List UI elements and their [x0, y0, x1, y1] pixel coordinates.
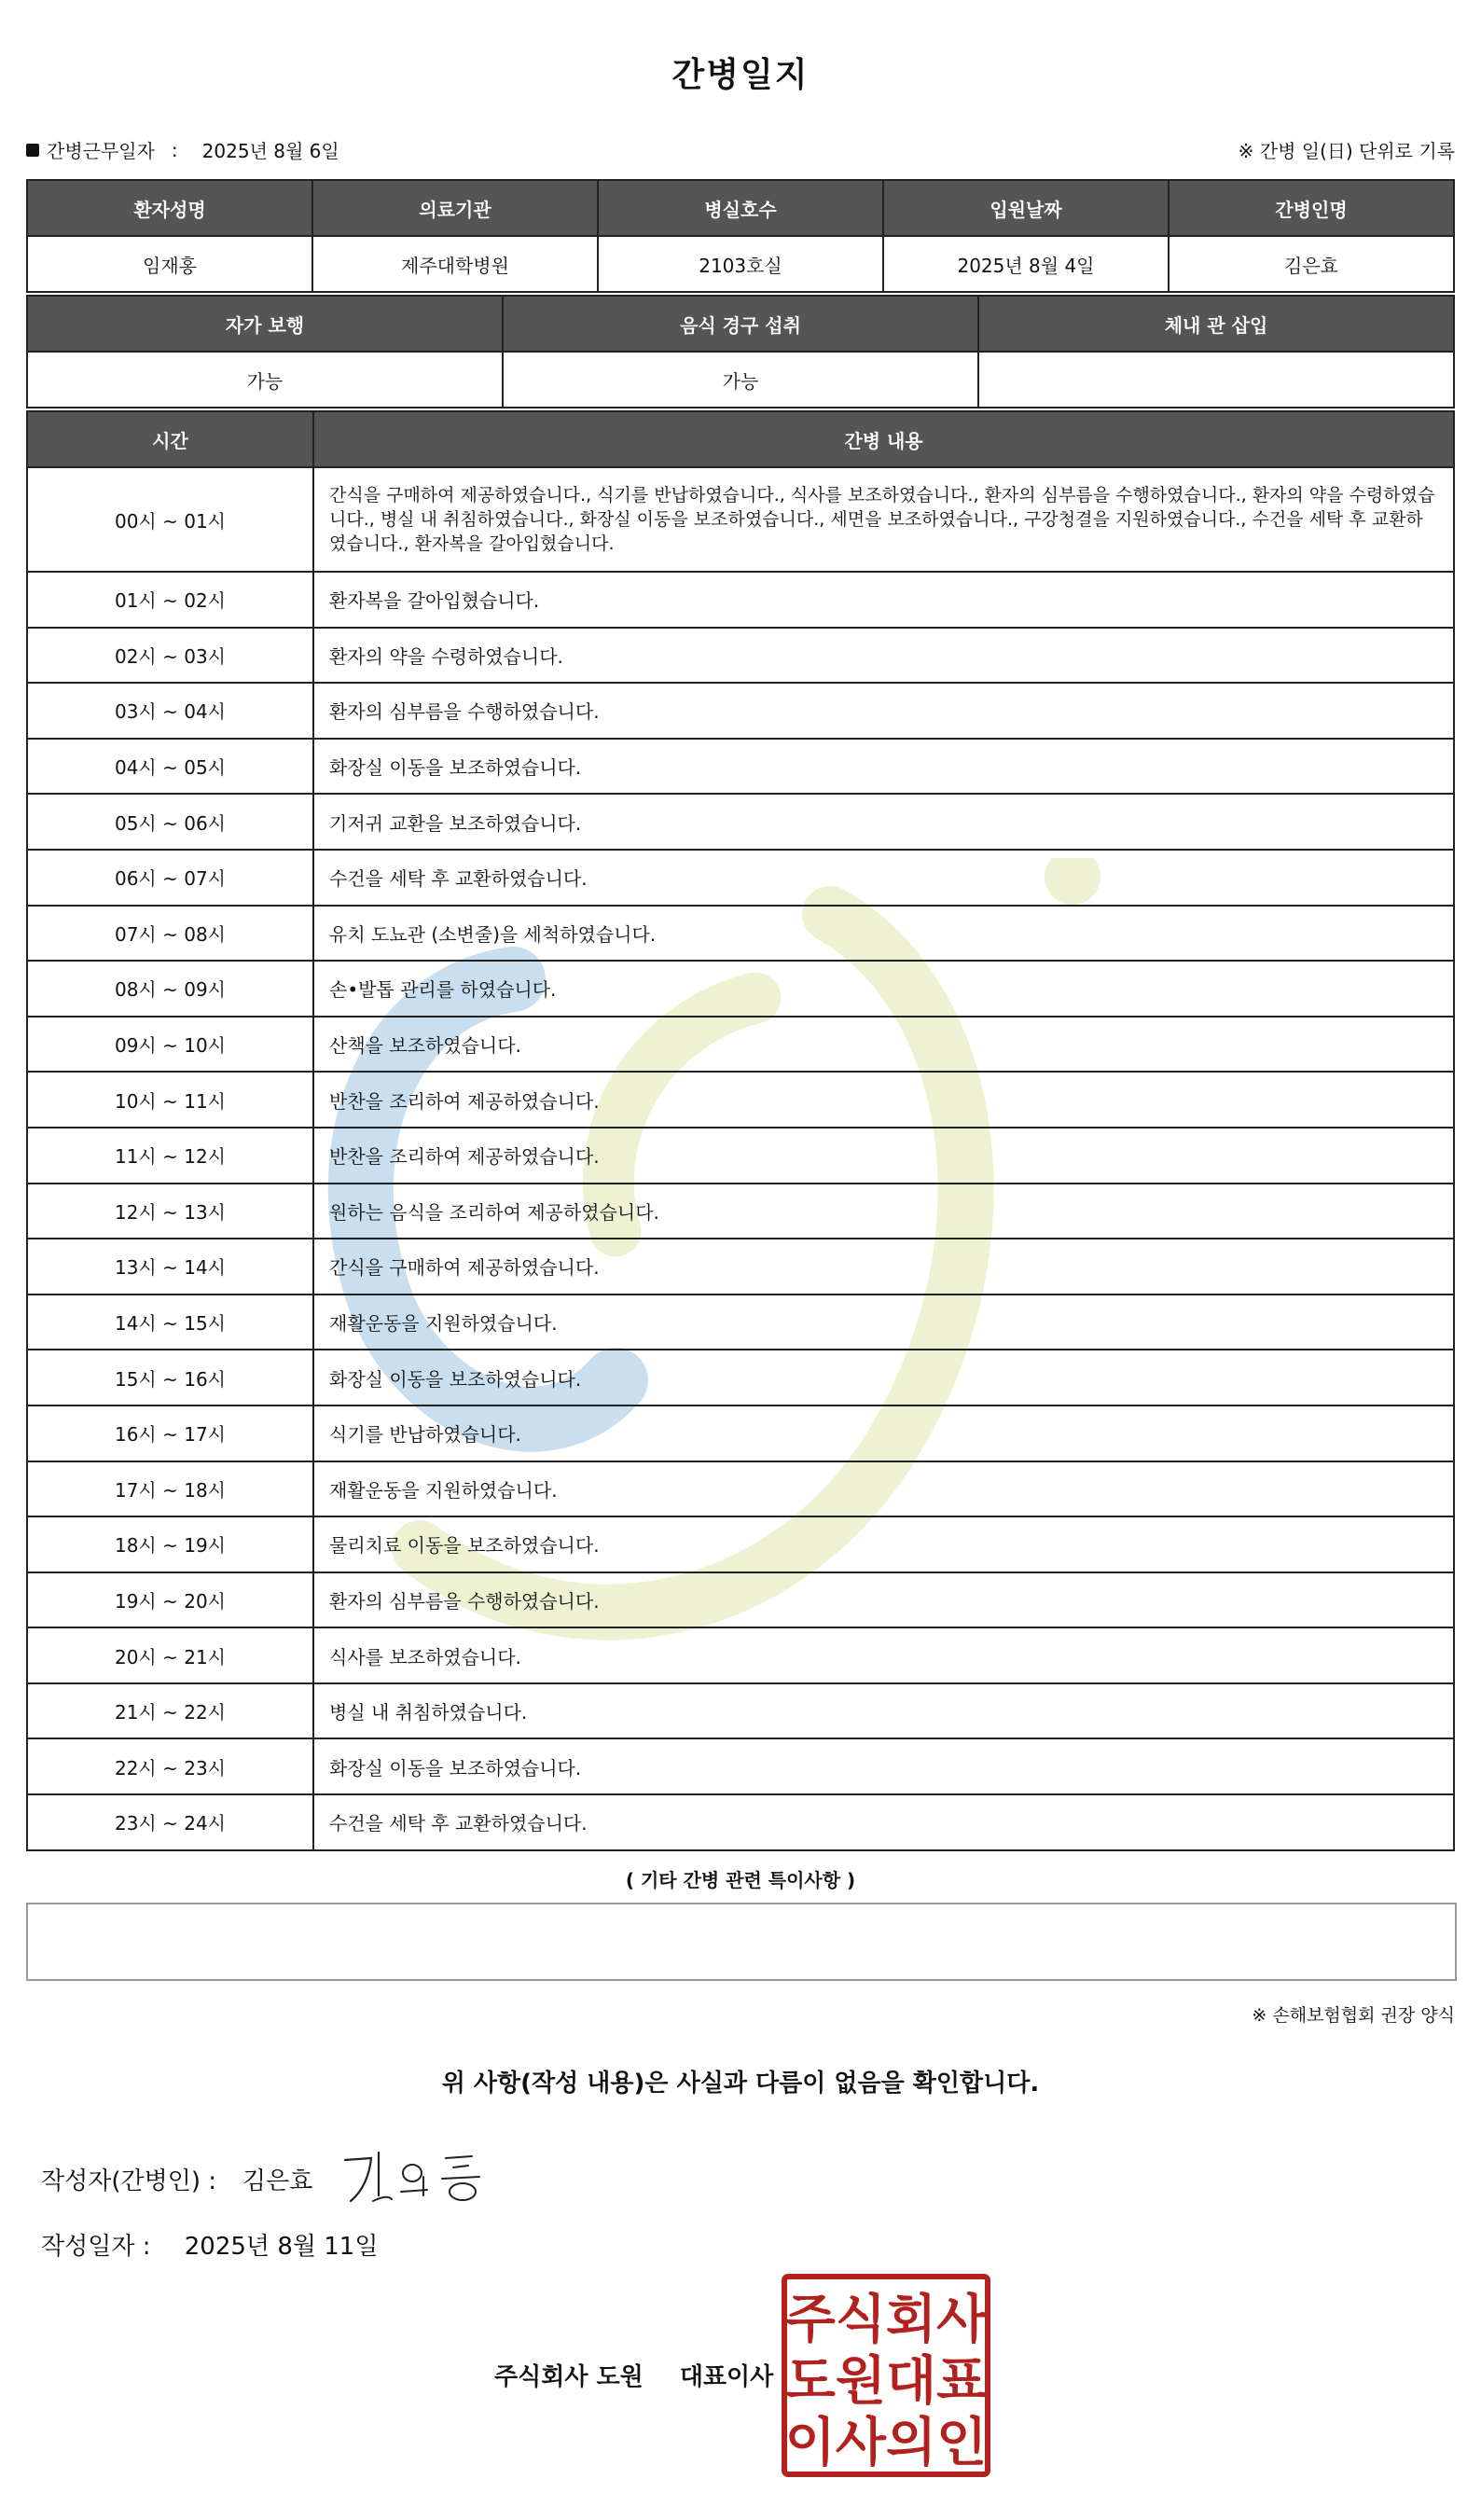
header-patient-name: 환자성명 — [27, 180, 312, 236]
confirmation-statement: 위 사항(작성 내용)은 사실과 다름이 없음을 확인합니다. — [441, 2070, 1040, 2098]
table-row — [27, 572, 1454, 628]
page-title: 간병일지 — [671, 56, 810, 94]
content-cell: 손•발톱 관리를 하였습니다. — [313, 961, 1454, 1017]
header-oral-intake: 음식 경구 섭취 — [503, 296, 978, 352]
hospital-name: 제주대학병원 — [312, 236, 598, 292]
patient-header-row — [27, 180, 1454, 236]
table-row — [27, 1683, 1454, 1739]
content-cell: 간식을 구매하여 제공하였습니다. — [313, 1239, 1454, 1295]
time-cell: 23시 ~ 24시 — [27, 1794, 313, 1850]
log-header-row — [27, 411, 1454, 467]
time-cell: 06시 ~ 07시 — [27, 850, 313, 906]
time-cell: 10시 ~ 11시 — [27, 1072, 313, 1128]
time-cell: 08시 ~ 09시 — [27, 961, 313, 1017]
content-cell: 반찬을 조리하여 제공하였습니다. — [313, 1072, 1454, 1128]
header-admission-date: 입원날짜 — [883, 180, 1169, 236]
content-cell: 환자의 심부름을 수행하였습니다. — [313, 683, 1454, 739]
content-cell: 유치 도뇨관 (소변줄)을 세척하였습니다. — [313, 906, 1454, 962]
written-date-line — [41, 2227, 378, 2262]
content-cell: 기저귀 교환을 보조하였습니다. — [313, 794, 1454, 850]
time-cell: 16시 ~ 17시 — [27, 1405, 313, 1461]
room-number: 2103호실 — [598, 236, 883, 292]
time-cell: 22시 ~ 23시 — [27, 1738, 313, 1794]
header-caregiver: 간병인명 — [1169, 180, 1454, 236]
header-time: 시간 — [27, 411, 313, 467]
writer-label: 작성자(간병인) : — [41, 2167, 217, 2195]
patient-name: 임재홍 — [27, 236, 312, 292]
table-row — [27, 850, 1454, 906]
status-value-row — [27, 352, 1454, 408]
status-header-row — [27, 296, 1454, 352]
tube-insertion-status — [978, 352, 1454, 408]
table-row — [27, 1572, 1454, 1628]
work-date-label: 간병근무일자 — [47, 140, 155, 162]
time-cell: 05시 ~ 06시 — [27, 794, 313, 850]
company-name: 주식회사 도원 — [494, 2363, 644, 2391]
table-row — [27, 1794, 1454, 1850]
company-line — [494, 2358, 773, 2392]
content-cell: 병실 내 취침하였습니다. — [313, 1683, 1454, 1739]
company-representative: 대표이사 — [679, 2363, 774, 2391]
table-row — [27, 1350, 1454, 1405]
table-row — [27, 1072, 1454, 1128]
time-cell: 20시 ~ 21시 — [27, 1627, 313, 1683]
special-notes-title: ( 기타 간병 관련 특이사항 ) — [625, 1869, 856, 1891]
header-hospital: 의료기관 — [312, 180, 598, 236]
recommendation-note: ※ 손해보험협회 권장 양식 — [1252, 2005, 1455, 2026]
work-date-colon: : — [171, 138, 178, 161]
time-cell: 09시 ~ 10시 — [27, 1017, 313, 1073]
content-cell: 물리치료 이동을 보조하였습니다. — [313, 1516, 1454, 1572]
header-care-content: 간병 내용 — [313, 411, 1454, 467]
content-cell: 식기를 반납하였습니다. — [313, 1405, 1454, 1461]
writer-line — [41, 2162, 312, 2196]
work-date — [26, 136, 339, 163]
content-cell: 수건을 세탁 후 교환하였습니다. — [313, 850, 1454, 906]
time-cell: 14시 ~ 15시 — [27, 1295, 313, 1350]
content-cell: 반찬을 조리하여 제공하였습니다. — [313, 1128, 1454, 1184]
table-row — [27, 628, 1454, 684]
table-row — [27, 467, 1454, 572]
written-date-value: 2025년 8월 11일 — [184, 2233, 379, 2261]
record-note: ※ 간병 일(日) 단위로 기록 — [1238, 140, 1455, 162]
table-row — [27, 961, 1454, 1017]
time-cell: 03시 ~ 04시 — [27, 683, 313, 739]
table-row — [27, 1461, 1454, 1517]
table-row — [27, 1017, 1454, 1073]
content-cell: 화장실 이동을 보조하였습니다. — [313, 739, 1454, 795]
header-tube-insertion: 체내 관 삽입 — [978, 296, 1454, 352]
content-cell: 재활운동을 지원하였습니다. — [313, 1461, 1454, 1517]
time-cell: 12시 ~ 13시 — [27, 1184, 313, 1239]
content-cell: 간식을 구매하여 제공하였습니다., 식기를 반납하였습니다., 식사를 보조하였습니다., 환자의 심부름을 수행하였습니다., 환자의 약을 수령하였습니다., 병실 내 취침하였습니다., 화장실 이동을 보조하였습니다., 세면을 보조하였습니다., 구강청결을 지원하였습니다., 수건을 세탁 후 교환하였습니다., 환자복을 갈아입혔습니다. — [313, 467, 1454, 572]
table-row — [27, 1516, 1454, 1572]
time-cell: 11시 ~ 12시 — [27, 1128, 313, 1184]
content-cell: 산책을 보조하였습니다. — [313, 1017, 1454, 1073]
content-cell: 수건을 세탁 후 교환하였습니다. — [313, 1794, 1454, 1850]
time-cell: 19시 ~ 20시 — [27, 1572, 313, 1628]
content-cell: 환자복을 갈아입혔습니다. — [313, 572, 1454, 628]
content-cell: 화장실 이동을 보조하였습니다. — [313, 1350, 1454, 1405]
walking-status: 가능 — [27, 352, 503, 408]
time-cell: 04시 ~ 05시 — [27, 739, 313, 795]
time-cell: 13시 ~ 14시 — [27, 1239, 313, 1295]
content-cell: 화장실 이동을 보조하였습니다. — [313, 1738, 1454, 1794]
oral-intake-status: 가능 — [503, 352, 978, 408]
time-cell: 18시 ~ 19시 — [27, 1516, 313, 1572]
meta-row — [26, 136, 1455, 164]
patient-info-table — [26, 179, 1455, 293]
time-cell: 17시 ~ 18시 — [27, 1461, 313, 1517]
table-row — [27, 683, 1454, 739]
time-cell: 02시 ~ 03시 — [27, 628, 313, 684]
bullet-square-icon — [26, 144, 39, 157]
content-cell: 식사를 보조하였습니다. — [313, 1627, 1454, 1683]
table-row — [27, 1627, 1454, 1683]
handwritten-signature — [336, 2139, 504, 2214]
content-cell: 환자의 약을 수령하였습니다. — [313, 628, 1454, 684]
header-walking: 자가 보행 — [27, 296, 503, 352]
admission-date: 2025년 8월 4일 — [883, 236, 1169, 292]
caregiver-name: 김은효 — [1169, 236, 1454, 292]
time-cell: 15시 ~ 16시 — [27, 1350, 313, 1405]
table-row — [27, 906, 1454, 962]
time-cell: 21시 ~ 22시 — [27, 1683, 313, 1739]
writer-name: 김은효 — [242, 2167, 313, 2195]
table-row — [27, 1295, 1454, 1350]
time-cell: 07시 ~ 08시 — [27, 906, 313, 962]
company-seal — [780, 2272, 992, 2479]
table-row — [27, 794, 1454, 850]
seal-line-3: 이사의인 — [784, 2413, 988, 2473]
table-row — [27, 1128, 1454, 1184]
time-cell: 00시 ~ 01시 — [27, 467, 313, 572]
seal-line-1: 주식회사 — [784, 2290, 988, 2350]
content-cell: 환자의 심부름을 수행하였습니다. — [313, 1572, 1454, 1628]
work-date-value: 2025년 8월 6일 — [201, 140, 339, 162]
patient-status-table — [26, 295, 1455, 408]
header-room: 병실호수 — [598, 180, 883, 236]
care-log-table — [26, 410, 1455, 1851]
time-cell: 01시 ~ 02시 — [27, 572, 313, 628]
content-cell: 원하는 음식을 조리하여 제공하였습니다. — [313, 1184, 1454, 1239]
table-row — [27, 1239, 1454, 1295]
table-row — [27, 739, 1454, 795]
special-notes-box — [26, 1903, 1457, 1981]
table-row — [27, 1405, 1454, 1461]
written-date-label: 작성일자 : — [41, 2233, 151, 2261]
content-cell: 재활운동을 지원하였습니다. — [313, 1295, 1454, 1350]
table-row — [27, 1184, 1454, 1239]
patient-value-row — [27, 236, 1454, 292]
seal-line-2: 도원대표 — [784, 2351, 988, 2412]
table-row — [27, 1738, 1454, 1794]
